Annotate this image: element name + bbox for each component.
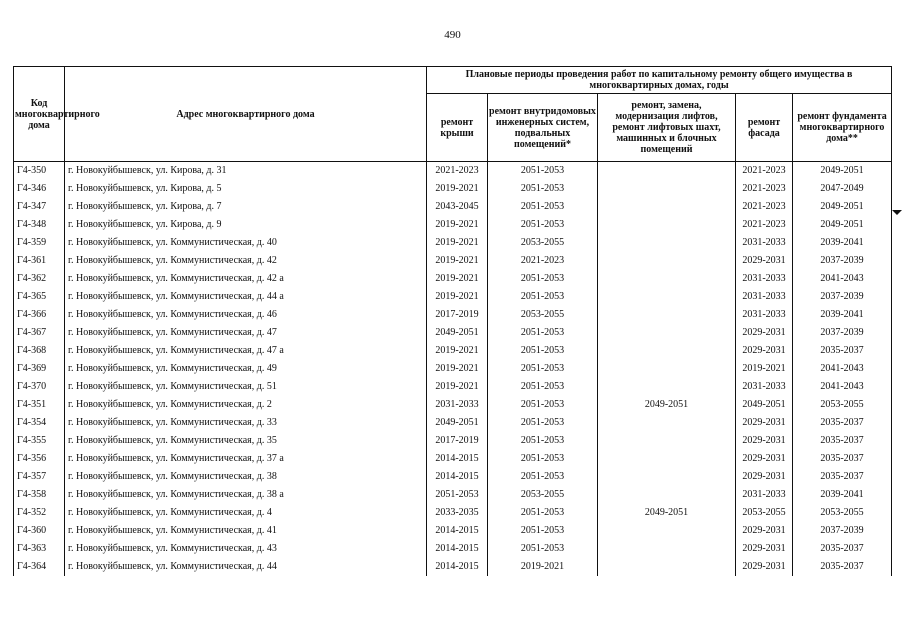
cell-roof: 2019-2021 (427, 378, 488, 396)
cell-foundation: 2035-2037 (793, 432, 892, 450)
cell-roof: 2014-2015 (427, 468, 488, 486)
cell-foundation: 2035-2037 (793, 468, 892, 486)
cell-elevator (598, 432, 736, 450)
cell-elevator (598, 162, 736, 181)
cell-systems: 2051-2053 (488, 342, 598, 360)
cell-code: Г4-361 (14, 252, 65, 270)
cell-systems: 2051-2053 (488, 162, 598, 181)
cell-elevator (598, 180, 736, 198)
cell-roof: 2017-2019 (427, 306, 488, 324)
cell-code: Г4-346 (14, 180, 65, 198)
cell-facade: 2031-2033 (736, 234, 793, 252)
table-row (14, 396, 892, 414)
header-code: Код многоквартирного дома (14, 67, 65, 162)
cell-address: г. Новокуйбышевск, ул. Коммунистическая, д. 35 (65, 432, 427, 450)
table-row (14, 198, 892, 216)
cell-foundation: 2035-2037 (793, 540, 892, 558)
cell-systems: 2019-2021 (488, 558, 598, 576)
cell-code: Г4-356 (14, 450, 65, 468)
cell-systems: 2021-2023 (488, 252, 598, 270)
table-row (14, 270, 892, 288)
cell-facade: 2031-2033 (736, 486, 793, 504)
cell-roof: 2049-2051 (427, 414, 488, 432)
cell-facade: 2031-2033 (736, 288, 793, 306)
cell-roof: 2019-2021 (427, 180, 488, 198)
cell-code: Г4-364 (14, 558, 65, 576)
cell-foundation: 2053-2055 (793, 504, 892, 522)
cell-systems: 2051-2053 (488, 360, 598, 378)
table-row (14, 468, 892, 486)
table-row (14, 162, 892, 181)
cell-address: г. Новокуйбышевск, ул. Кирова, д. 5 (65, 180, 427, 198)
cell-foundation: 2049-2051 (793, 162, 892, 181)
cell-elevator (598, 522, 736, 540)
table-row (14, 504, 892, 522)
table-row (14, 558, 892, 576)
scroll-arrow-icon[interactable] (892, 210, 902, 215)
cell-code: Г4-351 (14, 396, 65, 414)
cell-systems: 2051-2053 (488, 414, 598, 432)
table-row (14, 180, 892, 198)
cell-address: г. Новокуйбышевск, ул. Коммунистическая, д. 49 (65, 360, 427, 378)
cell-address: г. Новокуйбышевск, ул. Коммунистическая, д. 38 (65, 468, 427, 486)
cell-code: Г4-348 (14, 216, 65, 234)
table-row (14, 216, 892, 234)
cell-systems: 2051-2053 (488, 378, 598, 396)
cell-roof: 2019-2021 (427, 342, 488, 360)
cell-facade: 2053-2055 (736, 504, 793, 522)
cell-code: Г4-358 (14, 486, 65, 504)
cell-elevator (598, 270, 736, 288)
cell-facade: 2029-2031 (736, 450, 793, 468)
header-facade: ремонт фасада (736, 94, 793, 162)
cell-roof: 2014-2015 (427, 450, 488, 468)
cell-address: г. Новокуйбышевск, ул. Коммунистическая, д. 2 (65, 396, 427, 414)
cell-code: Г4-367 (14, 324, 65, 342)
cell-elevator (598, 234, 736, 252)
cell-roof: 2033-2035 (427, 504, 488, 522)
cell-systems: 2051-2053 (488, 270, 598, 288)
cell-code: Г4-357 (14, 468, 65, 486)
cell-facade: 2031-2033 (736, 270, 793, 288)
cell-address: г. Новокуйбышевск, ул. Кирова, д. 9 (65, 216, 427, 234)
table-row (14, 324, 892, 342)
cell-elevator (598, 486, 736, 504)
cell-foundation: 2037-2039 (793, 252, 892, 270)
table-row (14, 414, 892, 432)
header-row-top (14, 67, 892, 94)
cell-foundation: 2041-2043 (793, 360, 892, 378)
cell-address: г. Новокуйбышевск, ул. Коммунистическая, д. 40 (65, 234, 427, 252)
cell-roof: 2019-2021 (427, 360, 488, 378)
cell-elevator (598, 360, 736, 378)
cell-facade: 2029-2031 (736, 342, 793, 360)
cell-elevator (598, 378, 736, 396)
cell-elevator (598, 288, 736, 306)
cell-roof: 2019-2021 (427, 252, 488, 270)
cell-foundation: 2049-2051 (793, 216, 892, 234)
cell-facade: 2029-2031 (736, 432, 793, 450)
cell-elevator (598, 414, 736, 432)
cell-roof: 2051-2053 (427, 486, 488, 504)
cell-systems: 2051-2053 (488, 396, 598, 414)
cell-facade: 2021-2023 (736, 162, 793, 181)
cell-systems: 2051-2053 (488, 288, 598, 306)
cell-elevator (598, 342, 736, 360)
cell-roof: 2049-2051 (427, 324, 488, 342)
cell-elevator (598, 198, 736, 216)
header-periods-group: Плановые периоды проведения работ по капитальному ремонту общего имущества в многоквартирных домах, годы (427, 67, 892, 94)
cell-facade: 2029-2031 (736, 324, 793, 342)
header-systems: ремонт внутридомовых инженерных систем, подвальных помещений* (488, 94, 598, 162)
cell-code: Г4-368 (14, 342, 65, 360)
header-roof: ремонт крыши (427, 94, 488, 162)
cell-elevator: 2049-2051 (598, 396, 736, 414)
cell-code: Г4-369 (14, 360, 65, 378)
cell-foundation: 2035-2037 (793, 342, 892, 360)
cell-address: г. Новокуйбышевск, ул. Коммунистическая, д. 42 а (65, 270, 427, 288)
cell-code: Г4-370 (14, 378, 65, 396)
cell-elevator: 2049-2051 (598, 504, 736, 522)
cell-systems: 2051-2053 (488, 540, 598, 558)
cell-address: г. Новокуйбышевск, ул. Коммунистическая, д. 33 (65, 414, 427, 432)
page-number: 490 (444, 29, 461, 41)
cell-address: г. Новокуйбышевск, ул. Коммунистическая, д. 42 (65, 252, 427, 270)
cell-facade: 2031-2033 (736, 378, 793, 396)
cell-address: г. Новокуйбышевск, ул. Коммунистическая, д. 37 а (65, 450, 427, 468)
cell-systems: 2053-2055 (488, 234, 598, 252)
cell-facade: 2031-2033 (736, 306, 793, 324)
cell-code: Г4-347 (14, 198, 65, 216)
cell-foundation: 2039-2041 (793, 486, 892, 504)
cell-foundation: 2035-2037 (793, 558, 892, 576)
table-row (14, 306, 892, 324)
cell-roof: 2014-2015 (427, 522, 488, 540)
header-foundation: ремонт фундамента многоквартирного дома** (793, 94, 892, 162)
cell-roof: 2021-2023 (427, 162, 488, 181)
table-row (14, 486, 892, 504)
cell-code: Г4-365 (14, 288, 65, 306)
cell-address: г. Новокуйбышевск, ул. Коммунистическая, д. 44 а (65, 288, 427, 306)
cell-roof: 2019-2021 (427, 216, 488, 234)
table-row (14, 450, 892, 468)
cell-roof: 2019-2021 (427, 234, 488, 252)
table-row (14, 288, 892, 306)
cell-elevator (598, 450, 736, 468)
cell-address: г. Новокуйбышевск, ул. Коммунистическая, д. 51 (65, 378, 427, 396)
cell-roof: 2043-2045 (427, 198, 488, 216)
cell-foundation: 2049-2051 (793, 198, 892, 216)
cell-systems: 2051-2053 (488, 216, 598, 234)
cell-systems: 2053-2055 (488, 486, 598, 504)
cell-address: г. Новокуйбышевск, ул. Кирова, д. 31 (65, 162, 427, 181)
cell-roof: 2019-2021 (427, 288, 488, 306)
cell-roof: 2031-2033 (427, 396, 488, 414)
cell-systems: 2051-2053 (488, 522, 598, 540)
cell-code: Г4-350 (14, 162, 65, 181)
cell-code: Г4-363 (14, 540, 65, 558)
cell-address: г. Новокуйбышевск, ул. Коммунистическая, д. 38 а (65, 486, 427, 504)
cell-foundation: 2035-2037 (793, 450, 892, 468)
cell-code: Г4-360 (14, 522, 65, 540)
cell-elevator (598, 306, 736, 324)
cell-facade: 2049-2051 (736, 396, 793, 414)
cell-foundation: 2037-2039 (793, 522, 892, 540)
header-address: Адрес многоквартирного дома (65, 67, 427, 162)
table-row (14, 378, 892, 396)
cell-address: г. Новокуйбышевск, ул. Коммунистическая, д. 47 (65, 324, 427, 342)
cell-address: г. Новокуйбышевск, ул. Коммунистическая, д. 44 (65, 558, 427, 576)
cell-foundation: 2047-2049 (793, 180, 892, 198)
cell-roof: 2019-2021 (427, 270, 488, 288)
cell-elevator (598, 216, 736, 234)
cell-address: г. Новокуйбышевск, ул. Коммунистическая, д. 43 (65, 540, 427, 558)
table-row (14, 540, 892, 558)
cell-facade: 2029-2031 (736, 252, 793, 270)
cell-code: Г4-355 (14, 432, 65, 450)
table-row (14, 234, 892, 252)
cell-facade: 2019-2021 (736, 360, 793, 378)
cell-facade: 2029-2031 (736, 540, 793, 558)
cell-systems: 2053-2055 (488, 306, 598, 324)
cell-facade: 2021-2023 (736, 216, 793, 234)
cell-address: г. Новокуйбышевск, ул. Коммунистическая, д. 4 (65, 504, 427, 522)
cell-address: г. Новокуйбышевск, ул. Коммунистическая, д. 47 а (65, 342, 427, 360)
cell-foundation: 2041-2043 (793, 378, 892, 396)
cell-foundation: 2039-2041 (793, 234, 892, 252)
cell-code: Г4-359 (14, 234, 65, 252)
cell-code: Г4-352 (14, 504, 65, 522)
cell-roof: 2014-2015 (427, 540, 488, 558)
cell-elevator (598, 468, 736, 486)
cell-elevator (598, 252, 736, 270)
cell-foundation: 2037-2039 (793, 288, 892, 306)
cell-foundation: 2035-2037 (793, 414, 892, 432)
cell-facade: 2029-2031 (736, 522, 793, 540)
table-row (14, 342, 892, 360)
table-body (14, 162, 892, 577)
cell-systems: 2051-2053 (488, 324, 598, 342)
cell-facade: 2029-2031 (736, 558, 793, 576)
cell-address: г. Новокуйбышевск, ул. Коммунистическая, д. 41 (65, 522, 427, 540)
cell-roof: 2014-2015 (427, 558, 488, 576)
cell-systems: 2051-2053 (488, 450, 598, 468)
cell-foundation: 2037-2039 (793, 324, 892, 342)
cell-code: Г4-362 (14, 270, 65, 288)
table-row (14, 432, 892, 450)
table-row (14, 522, 892, 540)
cell-address: г. Новокуйбышевск, ул. Коммунистическая, д. 46 (65, 306, 427, 324)
cell-systems: 2051-2053 (488, 180, 598, 198)
cell-systems: 2051-2053 (488, 432, 598, 450)
cell-systems: 2051-2053 (488, 468, 598, 486)
cell-facade: 2021-2023 (736, 198, 793, 216)
cell-foundation: 2053-2055 (793, 396, 892, 414)
cell-address: г. Новокуйбышевск, ул. Кирова, д. 7 (65, 198, 427, 216)
capital-repair-table (13, 66, 892, 576)
cell-roof: 2017-2019 (427, 432, 488, 450)
cell-code: Г4-354 (14, 414, 65, 432)
cell-facade: 2029-2031 (736, 468, 793, 486)
cell-facade: 2021-2023 (736, 180, 793, 198)
cell-code: Г4-366 (14, 306, 65, 324)
cell-elevator (598, 324, 736, 342)
cell-facade: 2029-2031 (736, 414, 793, 432)
cell-elevator (598, 540, 736, 558)
cell-foundation: 2041-2043 (793, 270, 892, 288)
cell-systems: 2051-2053 (488, 198, 598, 216)
table-row (14, 252, 892, 270)
header-elevator: ремонт, замена, модернизация лифтов, ремонт лифтовых шахт, машинных и блочных помещений (598, 94, 736, 162)
cell-systems: 2051-2053 (488, 504, 598, 522)
cell-foundation: 2039-2041 (793, 306, 892, 324)
table-row (14, 360, 892, 378)
cell-elevator (598, 558, 736, 576)
